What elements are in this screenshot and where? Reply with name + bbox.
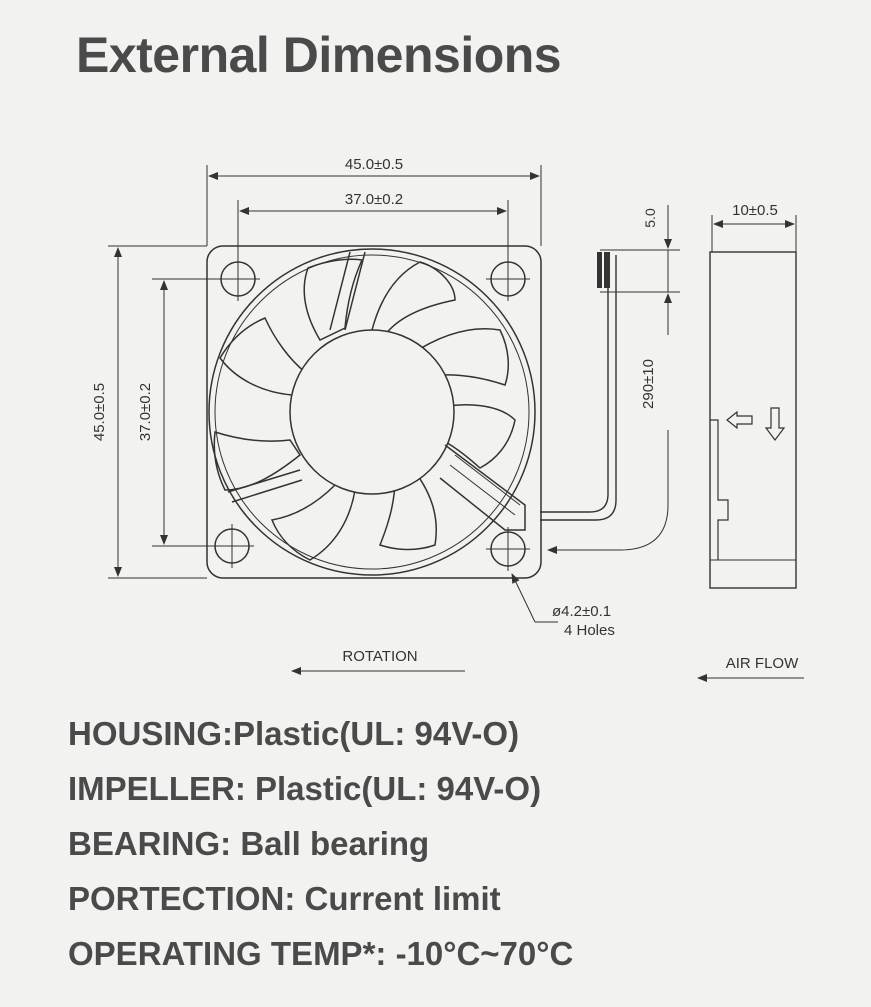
- rotation-label: ROTATION: [342, 648, 418, 665]
- hole-count-label: 4 Holes: [564, 622, 615, 639]
- page-title: External Dimensions: [76, 27, 562, 83]
- thickness-label: 10±0.5: [732, 202, 778, 219]
- rotation-arrow-icon: [766, 408, 784, 440]
- cable-channel: [440, 445, 525, 530]
- hole-spec-label: ø4.2±0.1: [552, 603, 612, 620]
- hole-height-label: 37.0±0.2: [137, 382, 154, 442]
- wire-length-label: 290±10: [640, 359, 657, 409]
- spec-bearing: BEARING: Ball bearing: [68, 825, 430, 862]
- wire-offset-label: 5.0: [642, 208, 658, 228]
- spec-operating-temp: OPERATING TEMP*: -10°C~70°C: [68, 935, 574, 972]
- overall-width-label: 45.0±0.5: [344, 156, 404, 173]
- hole-width-label: 37.0±0.2: [344, 191, 404, 208]
- overall-height-label: 45.0±0.5: [91, 382, 108, 442]
- spec-list: [68, 712, 573, 987]
- fan-front-view: [207, 246, 541, 578]
- fan-side-view: [710, 215, 796, 588]
- fan-hub: [290, 330, 454, 494]
- airflow-label: AIR FLOW: [725, 655, 799, 672]
- airflow-arrow-icon: [727, 412, 752, 428]
- spec-protection: PORTECTION: Current limit: [68, 880, 501, 917]
- spec-impeller: IMPELLER: Plastic(UL: 94V-O): [68, 770, 542, 807]
- spec-housing: HOUSING:Plastic(UL: 94V-O): [68, 715, 520, 752]
- side-housing: [710, 252, 796, 588]
